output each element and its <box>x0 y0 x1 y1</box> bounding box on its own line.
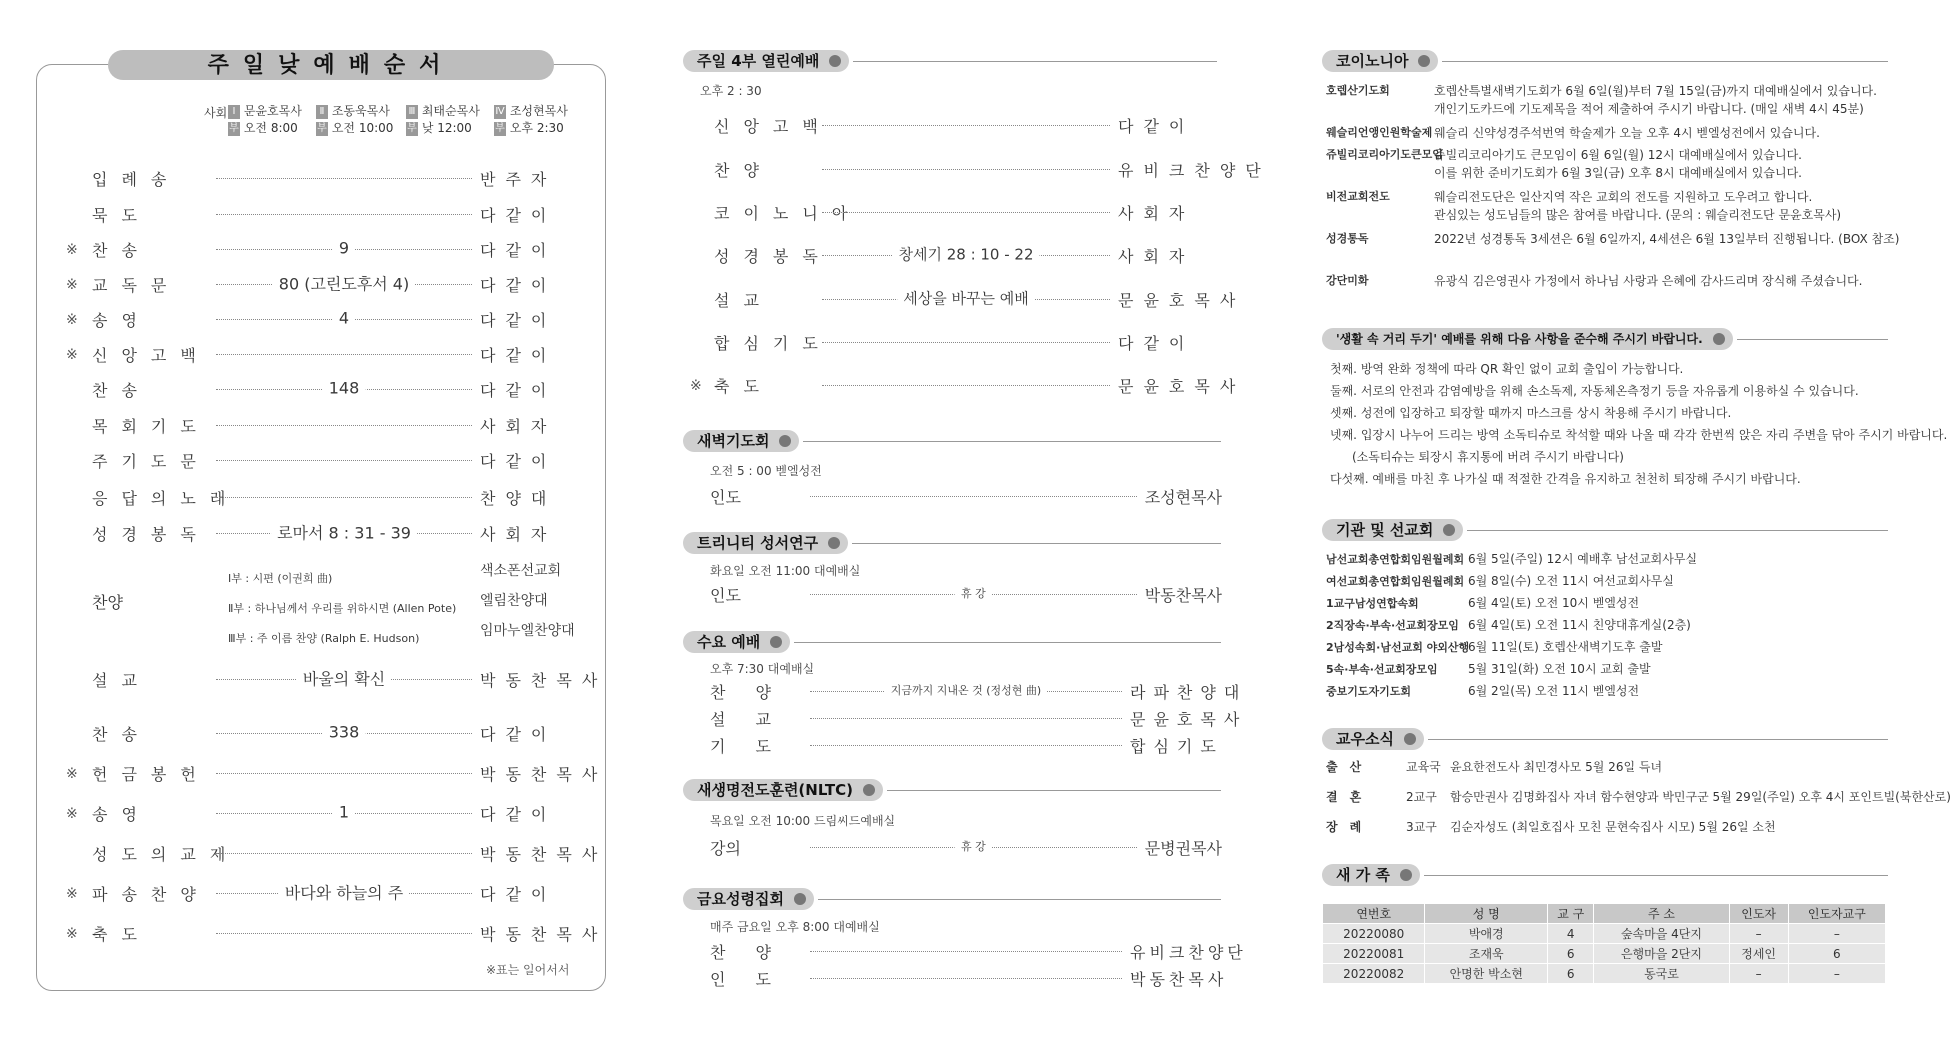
table-cell: 6 <box>1548 944 1594 964</box>
row-person: 다같이 <box>480 725 557 744</box>
leader-2: Ⅱ 조동욱목사 부 오전 10:00 <box>317 104 394 135</box>
row-person: 다같이 <box>480 276 557 295</box>
section-dawn <box>683 430 1221 452</box>
new-family-table <box>1322 903 1886 984</box>
dotted-leader <box>216 238 472 258</box>
notice-line: 2022년 성경통독 3세션은 6월 6일까지, 4세션은 6월 13일부터 진행됩니다. (BOX 참조) <box>1434 232 1900 246</box>
org-detail: 5월 31일(화) 오전 10시 교회 출발 <box>1468 662 1651 676</box>
dotted-leader <box>216 178 472 179</box>
leader-1: Ⅰ 문윤호목사 부 오전 8:00 <box>229 104 302 135</box>
table-header-row <box>1323 904 1886 924</box>
notice-key: 비전교회전도 <box>1326 190 1390 203</box>
row-detail: 바울의 확신 <box>297 666 391 689</box>
table-cell: – <box>1729 924 1788 944</box>
org-name: 2남성속회·남선교회 야외산행 <box>1326 641 1470 654</box>
required-standing-mark: ※ <box>66 276 78 293</box>
news-type: 결혼 <box>1326 790 1374 804</box>
notice-line: 유광식 김은영권사 가정에서 하나님 사랑과 은혜에 감사드리며 장식해 주셨습니다. <box>1434 274 1863 288</box>
row-label: 헌금봉헌 <box>92 765 210 784</box>
row-detail: 창세기 28 : 10 - 22 <box>892 243 1039 264</box>
news-item <box>1326 758 1662 776</box>
dotted-leader <box>216 308 472 328</box>
section-koinonia <box>1322 50 1888 72</box>
table-header-cell: 인도자 <box>1729 904 1788 924</box>
row-label: 입례송 <box>92 170 181 189</box>
table-cell: – <box>1729 964 1788 984</box>
choir-detail: Ⅰ부 : 시편 (이권희 曲) <box>228 572 333 585</box>
news-detail: 함승만권사 김명화집사 자녀 함수현양과 박민구군 5월 29일(주일) 오후 4시 포인트빌(북한산로) <box>1450 790 1951 804</box>
org-name: 1교구남성연합속회 <box>1326 597 1419 610</box>
row-person: 사회자 <box>480 525 557 544</box>
row-label: 설교 <box>714 291 773 310</box>
service-time: 오후 2 : 30 <box>700 84 762 98</box>
row-label: 성경봉독 <box>92 525 210 544</box>
table-cell: 정세인 <box>1729 944 1788 964</box>
row-person: 박동찬목사 <box>480 671 608 690</box>
section-title: 금요성령집회 <box>683 888 814 910</box>
row-detail: 338 <box>323 723 366 742</box>
row-detail: 휴 강 <box>955 838 992 854</box>
row-label: 합심기도 <box>714 334 832 353</box>
org-detail: 6월 8일(수) 오전 11시 여선교회사무실 <box>1468 574 1674 588</box>
dotted-leader <box>216 214 472 215</box>
org-detail: 6월 4일(토) 오전 11시 친양대휴게실(2층) <box>1468 618 1691 632</box>
notice-key: 강단미화 <box>1326 274 1369 287</box>
news-item <box>1326 818 1776 836</box>
table-header-cell: 교 구 <box>1548 904 1594 924</box>
section-title: 새벽기도회 <box>683 430 799 452</box>
section-distancing <box>1322 328 1888 350</box>
table-header-cell: 주 소 <box>1594 904 1729 924</box>
notice-line: 개인기도카드에 기도제목을 적어 제출하여 주시기 바랍니다. (매일 새벽 4시 45분) <box>1434 102 1864 116</box>
notice-line: 관심있는 성도님들의 많은 참여를 바랍니다. (문의 : 웨슬리전도단 문윤호목사) <box>1434 208 1842 222</box>
choir-person: 엘림찬양대 <box>480 593 548 609</box>
row-person: 라파찬양대 <box>1130 683 1248 702</box>
row-detail: 148 <box>323 379 366 398</box>
table-cell: 동국로 <box>1594 964 1729 984</box>
required-standing-mark: ※ <box>66 805 78 822</box>
order-row <box>64 802 580 825</box>
notice-line: 웨슬리전도단은 일산지역 작은 교회의 전도를 지원하고 도우려고 합니다. <box>1434 190 1813 204</box>
table-body <box>1323 924 1886 984</box>
dotted-leader <box>822 342 1110 343</box>
leader-role: 사회 <box>204 106 228 120</box>
order-row <box>64 414 580 437</box>
choir-row <box>228 560 580 585</box>
order-row <box>690 288 1246 311</box>
order-row <box>64 449 580 472</box>
order-row <box>690 331 1222 354</box>
section-friday <box>683 888 1221 910</box>
distancing-line: 넷째. 입장시 나누어 드리는 방역 소독티슈로 착석할 때와 나올 때 각각 한번씩 앉은 자리 주변을 닦아 주시기 바랍니다. <box>1330 428 1948 442</box>
row-label: 설교 <box>710 710 801 729</box>
dotted-leader <box>822 385 1110 386</box>
required-standing-mark: ※ <box>690 377 702 394</box>
section-title: 기관 및 선교회 <box>1322 519 1463 541</box>
order-row <box>690 114 1222 137</box>
row-person: 반주자 <box>480 170 557 189</box>
order-row <box>710 707 1248 730</box>
notice-key: 쥬빌리코리아기도큰모임 <box>1326 148 1443 161</box>
section-4th-service <box>683 50 1217 72</box>
section-title: '생활 속 거리 두기' 예배를 위해 다음 사항을 준수해 주시기 바랍니다. <box>1322 328 1733 350</box>
row-person: 다같이 <box>480 381 557 400</box>
notice-item <box>1326 124 1820 142</box>
row-label: 강의 <box>710 839 741 858</box>
row-person: 문윤호목사 <box>1130 710 1248 729</box>
row-label: 찬양 <box>710 943 801 962</box>
order-row <box>64 722 580 745</box>
dotted-leader <box>216 933 472 934</box>
table-cell: 20220082 <box>1323 964 1425 984</box>
org-item <box>1326 660 1651 679</box>
dotted-leader <box>822 125 1110 126</box>
distancing-line: 다섯째. 예배를 마친 후 나가실 때 적절한 간격을 유지하고 천천히 퇴장해 주시기 바랍니다. <box>1330 472 1801 486</box>
row-person: 사회자 <box>1118 247 1195 266</box>
section-title: 새생명전도훈련(NLTC) <box>683 779 883 801</box>
order-row <box>64 343 580 366</box>
row-label: 인도 <box>710 970 801 989</box>
row-label: 찬송 <box>92 725 151 744</box>
row-person: 다같이 <box>480 805 557 824</box>
dotted-leader <box>216 460 472 461</box>
distancing-line: 첫째. 방역 완화 정책에 따라 QR 확인 없이 교회 출입이 가능합니다. <box>1330 362 1684 376</box>
required-standing-mark: ※ <box>66 311 78 328</box>
row-detail: 4 <box>333 309 355 328</box>
dotted-leader <box>810 951 1122 952</box>
row-person: 사회자 <box>1118 204 1195 223</box>
org-name: 여선교회총연합회임원월례회 <box>1326 575 1465 588</box>
row-person: 다같이 <box>480 206 557 225</box>
row-label: 파송찬양 <box>92 885 210 904</box>
distancing-line: 둘째. 서로의 안전과 감염예방을 위해 손소독제, 자동체온측정기 등을 자유롭게 이용하실 수 있습니다. <box>1330 384 1859 398</box>
notice-line: 이를 위한 준비기도회가 6월 3일(금) 오후 8시 대예배실에서 있습니다. <box>1434 166 1802 180</box>
news-district: 3교구 <box>1406 820 1437 834</box>
choir-label-text: 찬양 <box>92 593 123 612</box>
order-row <box>710 940 1247 963</box>
notice-line: 쥬빌리코리아기도 큰모임이 6월 6일(월) 12시 대예배실에서 있습니다. <box>1434 148 1802 162</box>
row-detail: 80 (고린도후서 4) <box>273 271 415 294</box>
required-standing-mark: ※ <box>66 765 78 782</box>
choir-person: 임마누엘찬양대 <box>480 623 575 639</box>
row-person: 사회자 <box>480 417 557 436</box>
dotted-leader <box>216 669 472 689</box>
org-name: 남선교회총연합회임원월례회 <box>1326 553 1465 566</box>
row-label: 송영 <box>92 311 151 330</box>
table-header-cell: 성 명 <box>1425 904 1548 924</box>
row-label: 인도 <box>710 586 741 605</box>
table-cell: 안명한 박소현 <box>1425 964 1548 984</box>
table-cell: – <box>1788 964 1885 984</box>
distancing-line: (소독티슈는 퇴장시 휴지통에 버려 주시기 바랍니다) <box>1352 450 1624 464</box>
dotted-leader <box>810 684 1122 698</box>
order-row <box>64 842 608 865</box>
section-title: 수요 예배 <box>683 631 790 653</box>
row-person: 다같이 <box>480 311 557 330</box>
row-label: 찬양 <box>710 683 801 702</box>
order-row <box>690 374 1246 397</box>
notice-item <box>1326 82 1877 118</box>
row-person: 박동찬목사 <box>480 925 608 944</box>
org-name: 중보기도자기도회 <box>1326 685 1412 698</box>
row-label: 목회기도 <box>92 417 210 436</box>
section-organizations <box>1322 519 1888 541</box>
row-person: 다같이 <box>480 346 557 365</box>
choir-detail: Ⅱ부 : 하나님께서 우리를 위하시면 (Allen Pote) <box>228 602 457 615</box>
org-item <box>1326 682 1639 701</box>
required-standing-mark: ※ <box>66 241 78 258</box>
order-row <box>64 668 608 691</box>
row-label: 기도 <box>710 737 801 756</box>
order-row <box>64 167 580 190</box>
notice-item <box>1326 146 1802 182</box>
order-row <box>64 238 580 261</box>
table-cell: 20220081 <box>1323 944 1425 964</box>
dotted-leader <box>216 773 472 774</box>
table-cell: 4 <box>1548 924 1594 944</box>
section-title: 새 가 족 <box>1322 864 1420 886</box>
row-label: 신앙고백 <box>92 346 210 365</box>
friday-time: 매주 금요일 오후 8:00 대예배실 <box>710 920 880 934</box>
row-person: 다같이 <box>1118 117 1195 136</box>
dotted-leader <box>216 853 472 854</box>
dotted-leader <box>216 523 472 543</box>
order-row <box>64 308 580 331</box>
org-item <box>1326 572 1674 591</box>
row-label: 교독문 <box>92 276 181 295</box>
leader-4: Ⅳ 조성현목사 부 오후 2:30 <box>495 104 568 135</box>
row-person: 문윤호목사 <box>1118 377 1246 396</box>
row-person: 다같이 <box>480 452 557 471</box>
org-detail: 6월 4일(토) 오전 10시 벧엘성전 <box>1468 596 1640 610</box>
row-person: 문병권목사 <box>1144 839 1222 858</box>
notice-item <box>1326 230 1899 248</box>
section-member-news <box>1322 728 1888 750</box>
order-row <box>64 922 608 945</box>
row-label: 응답의노래 <box>92 489 240 508</box>
row-label: 송영 <box>92 805 151 824</box>
notice-key: 웨슬리언앵인원학술제 <box>1326 126 1433 139</box>
order-row <box>710 967 1228 990</box>
section-title: 코이노니아 <box>1322 50 1438 72</box>
row-person: 다같이 <box>480 885 557 904</box>
row-person: 문윤호목사 <box>1118 291 1246 310</box>
dotted-leader <box>216 497 472 498</box>
row-person: 박동찬목사 <box>1144 586 1222 605</box>
dotted-leader <box>810 978 1122 979</box>
dawn-time: 오전 5 : 00 벧엘성전 <box>710 464 822 478</box>
dotted-leader <box>216 425 472 426</box>
row-person: 박동찬목사 <box>480 765 608 784</box>
row-label: 축도 <box>92 925 151 944</box>
nltc-time: 목요일 오전 10:00 드림씨드예배실 <box>710 814 896 828</box>
order-row <box>64 203 580 226</box>
news-type: 장례 <box>1326 820 1374 834</box>
section-new-family <box>1322 864 1888 886</box>
notice-key: 호렙산기도회 <box>1326 84 1390 97</box>
notice-line: 호렙산특별새벽기도회가 6월 6일(월)부터 7월 15일(금)까지 대예배실에서 있습니다. <box>1434 84 1877 98</box>
row-label: 찬송 <box>92 241 151 260</box>
choir-person: 색소폰선교회 <box>480 563 562 579</box>
order-row <box>64 522 580 545</box>
dawn-leader-row <box>710 485 1222 508</box>
order-row <box>690 201 1222 224</box>
dotted-leader <box>216 354 472 355</box>
org-name: 5속·부속·선교회장모임 <box>1326 663 1438 676</box>
row-person: 박동찬목사 <box>1130 970 1228 989</box>
choir-row <box>228 590 580 615</box>
row-label: 축도 <box>714 377 773 396</box>
row-person: 박동찬목사 <box>480 845 608 864</box>
row-detail: 9 <box>333 239 355 258</box>
row-label: 묵도 <box>92 206 151 225</box>
row-detail: 휴 강 <box>955 585 992 601</box>
notice-item <box>1326 188 1841 224</box>
org-name: 2직장속·부속·선교회장모임 <box>1326 619 1459 632</box>
distancing-line: 셋째. 성전에 입장하고 퇴장할 때까지 마스크를 상시 착용해 주시기 바랍니다. <box>1330 406 1732 420</box>
org-detail: 6월 5일(주일) 12시 예배후 남선교회사무실 <box>1468 552 1698 566</box>
sunday-service-title: 주일낮예배순서 <box>108 50 554 80</box>
leaders-row <box>204 102 584 146</box>
required-standing-mark: ※ <box>66 885 78 902</box>
news-detail: 김순자성도 (최일호집사 모친 문현숙집사 시모) 5월 26일 소천 <box>1450 820 1776 834</box>
table-cell: 20220080 <box>1323 924 1425 944</box>
row-detail: 1 <box>333 803 355 822</box>
order-row <box>64 378 580 401</box>
order-row <box>690 158 1271 181</box>
dotted-leader <box>822 289 1110 308</box>
table-cell: 숲속마을 4단지 <box>1594 924 1729 944</box>
row-person: 유비크찬양단 <box>1118 161 1271 180</box>
choir-label <box>92 590 180 613</box>
section-wednesday <box>683 631 1221 653</box>
news-detail: 윤요한전도사 최민경사모 5월 26일 득녀 <box>1450 760 1663 774</box>
row-label: 인도 <box>710 488 741 507</box>
row-label: 주기도문 <box>92 452 210 471</box>
required-standing-mark: ※ <box>66 346 78 363</box>
order-row <box>64 762 608 785</box>
row-label: 코이노니아 <box>714 204 862 223</box>
table-row <box>1323 964 1886 984</box>
section-title: 주일 4부 열린예배 <box>683 50 849 72</box>
news-district: 교육국 <box>1406 760 1441 774</box>
org-item <box>1326 550 1697 569</box>
trinity-leader-row <box>710 583 1222 606</box>
wednesday-time: 오후 7:30 대예배실 <box>710 662 815 676</box>
row-person: 합심기도 <box>1130 737 1224 756</box>
dotted-leader <box>810 745 1122 746</box>
notice-line: 웨슬리 신약성경주석번역 학술제가 오늘 오후 4시 벧엘성전에서 있습니다. <box>1434 126 1820 140</box>
org-item <box>1326 638 1662 657</box>
section-trinity <box>683 532 1221 554</box>
row-detail: 지금까지 지내온 것 (정성현 曲) <box>885 682 1047 698</box>
row-detail: 세상을 바꾸는 예배 <box>897 287 1034 308</box>
row-person: 유비크찬양단 <box>1130 943 1247 962</box>
org-item <box>1326 616 1691 635</box>
dotted-leader <box>822 212 1110 213</box>
table-cell: 6 <box>1788 944 1885 964</box>
org-detail: 6월 11일(토) 호렙산새벽기도후 출발 <box>1468 640 1663 654</box>
footnote: ※표는 일어서서 <box>486 963 570 977</box>
dotted-leader <box>216 802 472 822</box>
row-detail: 로마서 8 : 31 - 39 <box>271 520 417 543</box>
notice-item <box>1326 272 1862 290</box>
table-cell: 조재욱 <box>1425 944 1548 964</box>
nltc-lecture-row <box>710 836 1222 859</box>
row-label: 설교 <box>92 671 151 690</box>
dotted-leader <box>216 883 472 903</box>
table-header-cell: 연번호 <box>1323 904 1425 924</box>
row-label: 찬송 <box>92 381 151 400</box>
order-row <box>710 680 1248 703</box>
table-cell: 6 <box>1548 964 1594 984</box>
section-title: 트리니티 성서연구 <box>683 532 848 554</box>
table-cell: 박애경 <box>1425 924 1548 944</box>
dotted-leader <box>810 718 1122 719</box>
order-row <box>690 244 1222 267</box>
news-item <box>1326 788 1951 806</box>
dotted-leader <box>216 722 472 742</box>
leader-3: Ⅲ 최태순목사 부 낮 12:00 <box>407 104 480 135</box>
org-detail: 6월 2일(목) 오전 11시 벧엘성전 <box>1468 684 1640 698</box>
table-row <box>1323 944 1886 964</box>
choir-row <box>228 620 580 645</box>
news-type: 출산 <box>1326 760 1374 774</box>
row-detail: 바다와 하늘의 주 <box>279 880 409 903</box>
order-row <box>64 486 580 509</box>
news-district: 2교구 <box>1406 790 1437 804</box>
table-header-cell: 인도자교구 <box>1788 904 1885 924</box>
section-nltc <box>683 779 1221 801</box>
row-label: 성도의교제 <box>92 845 240 864</box>
org-item <box>1326 594 1639 613</box>
table-cell: 은행마을 2단지 <box>1594 944 1729 964</box>
dotted-leader <box>822 169 1110 170</box>
order-row <box>64 273 580 296</box>
table-cell: – <box>1788 924 1885 944</box>
dotted-leader <box>216 378 472 398</box>
table-row <box>1323 924 1886 944</box>
row-person: 다같이 <box>480 241 557 260</box>
required-standing-mark: ※ <box>66 925 78 942</box>
row-person: 다같이 <box>1118 334 1195 353</box>
dotted-leader <box>822 245 1110 264</box>
dotted-leader <box>216 274 472 294</box>
row-person: 조성현목사 <box>1144 488 1222 507</box>
row-person: 찬양대 <box>480 489 557 508</box>
choir-detail: Ⅲ부 : 주 이름 찬양 (Ralph E. Hudson) <box>228 632 420 645</box>
row-label: 성경봉독 <box>714 247 832 266</box>
trinity-time: 화요일 오전 11:00 대예배실 <box>710 564 861 578</box>
order-row <box>710 734 1222 757</box>
notice-key: 성경통독 <box>1326 232 1369 245</box>
row-label: 신앙고백 <box>714 117 832 136</box>
row-label: 찬양 <box>714 161 773 180</box>
section-title: 교우소식 <box>1322 728 1424 750</box>
order-row <box>64 882 580 905</box>
